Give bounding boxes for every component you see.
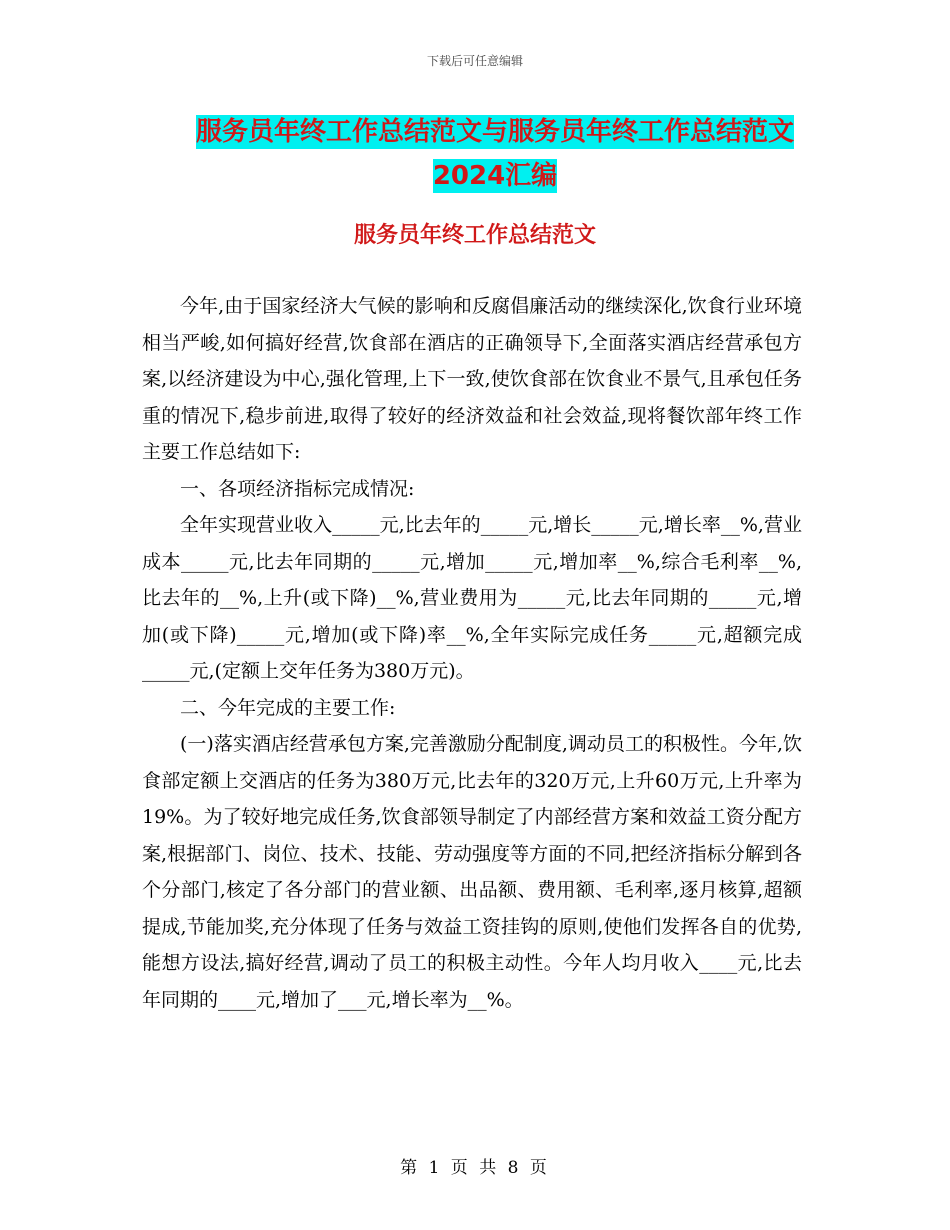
document-title [120,110,870,198]
section-title: 服务员年终工作总结范文 [353,223,596,248]
page-header: 下载后可任意编辑 [426,54,523,68]
paragraph: 二、今年完成的主要工作: [180,696,396,719]
paragraph: (一)落实酒店经营承包方案,完善激励分配制度,调动员工的积极性。今年,饮食部定额上交酒店的任务为380万元,比去年的320万元,上升60万元,上升率为19%。为了较好地完成任务,饮食部领导制定了内部经营方案和效益工资分配方案,根据部门、岗位、技术、技能、劳动强度等方面的不同,把经济指标分解到各个分部门,核定了各分部门的营业额、出品额、费用额、毛利率,逐月核算,超额提成,节能加奖,充分体现了任务与效益工资挂钩的原则,使他们发挥各自的优势,能想方设法,搞好经营,调动了员工的积极主动性。今年人均月收入____元,比去年同期的____元,增加了___元,增长率为__%。 [142,733,802,1011]
title-line-1: 服务员年终工作总结范文与服务员年终工作总结范文 [195,117,794,147]
page-footer: 第 1 页 共 8 页 [400,1158,550,1178]
paragraph: 一、各项经济指标完成情况: [180,477,415,500]
title-line-2: 2024汇编 [432,161,558,191]
paragraph: 今年,由于国家经济大气候的影响和反腐倡廉活动的继续深化,饮食行业环境相当严峻,如何搞好经营,饮食部在酒店的正确领导下,全面落实酒店经营承包方案,以经济建设为中心,强化管理,上下一致,使饮食部在饮食业不景气,且承包任务重的情况下,稳步前进,取得了较好的经济效益和社会效益,现将餐饮部年终工作主要工作总结如下: [142,295,802,463]
document-body [142,288,802,1018]
paragraph: 全年实现营业收入_____元,比去年的_____元,增长_____元,增长率__%,营业成本_____元,比去年同期的_____元,增加_____元,增加率__%,综合毛利率__%,比去年的__%,上升(或下降)__%,营业费用为_____元,比去年同期的_____元,增加(或下降)_____元,增加(或下降)率__%,全年实际完成任务_____元,超额完成_____元,(定额上交年任务为380万元)。 [142,514,802,682]
